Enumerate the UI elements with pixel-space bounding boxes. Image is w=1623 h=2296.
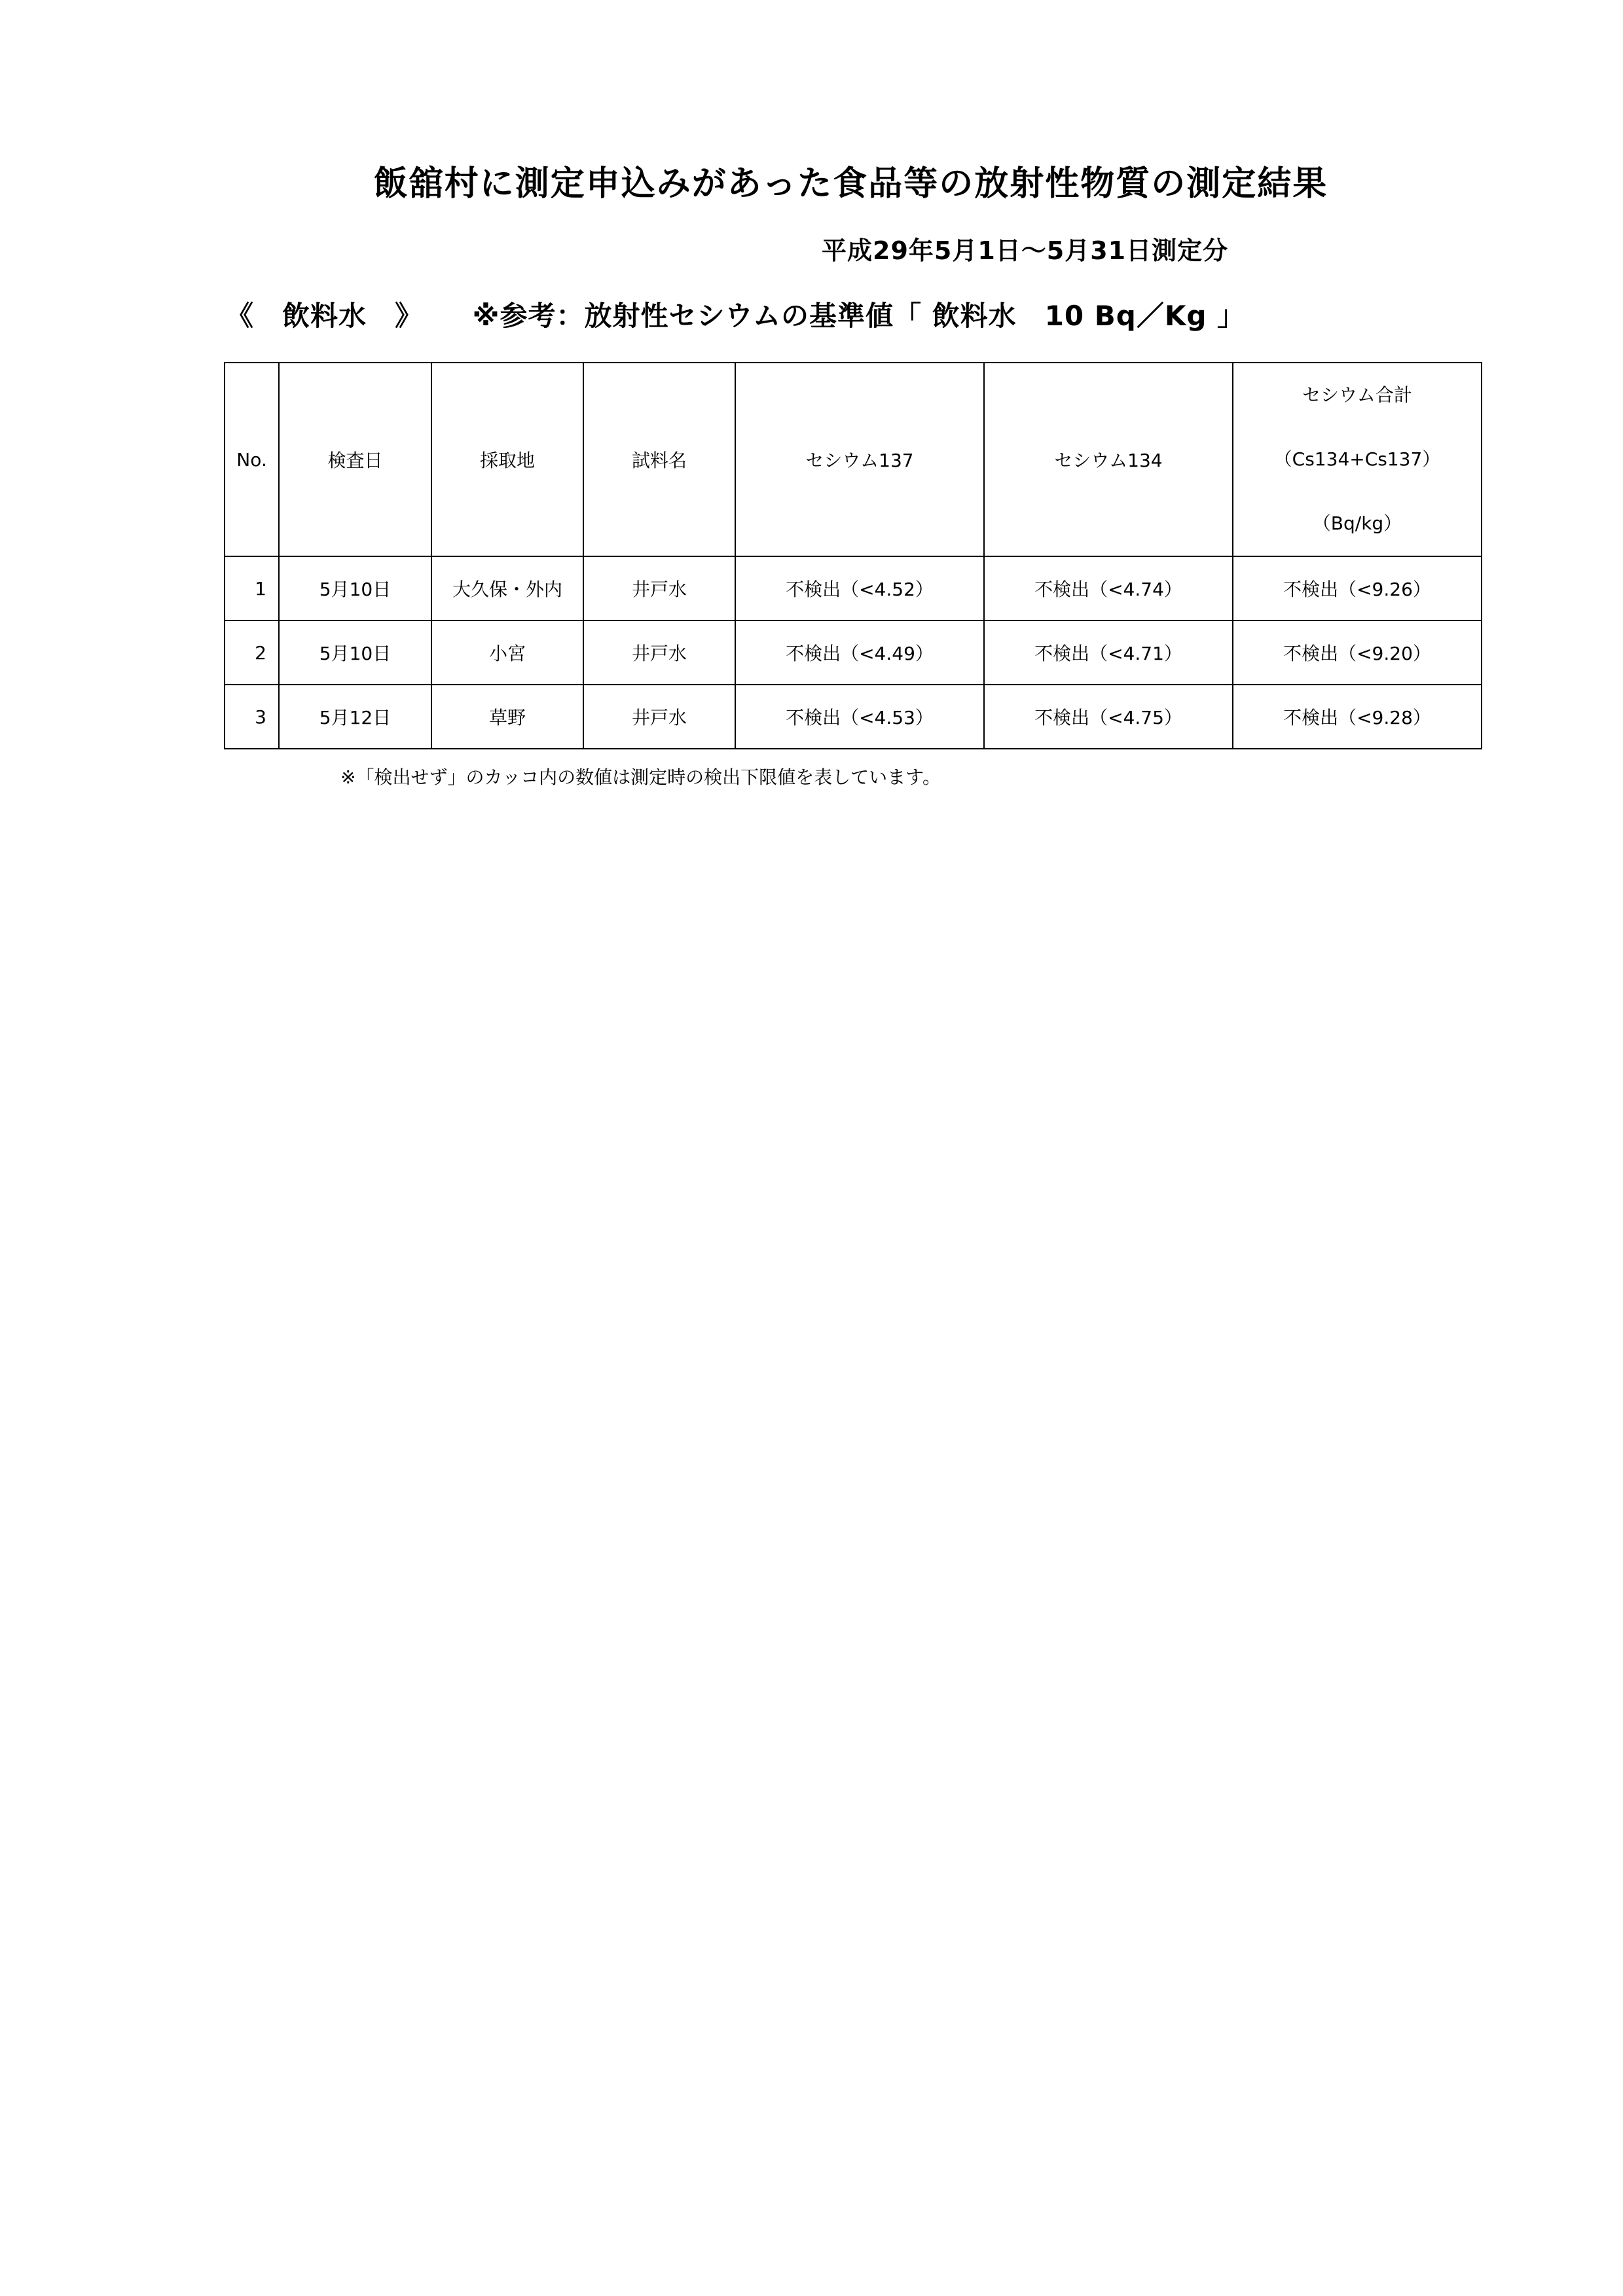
header-sample: 試料名 — [583, 363, 735, 556]
header-row — [225, 363, 1482, 556]
results-table — [224, 362, 1482, 749]
cell-sample: 井戸水 — [583, 685, 735, 749]
cell-cs134: 不検出（<4.74） — [984, 556, 1233, 620]
header-total-line1: セシウム合計 — [1302, 384, 1412, 406]
cell-no: 3 — [225, 685, 279, 749]
cell-cs134: 不検出（<4.75） — [984, 685, 1233, 749]
cell-total: 不検出（<9.26） — [1233, 556, 1482, 620]
cell-cs137: 不検出（<4.49） — [735, 620, 984, 685]
cell-cs134: 不検出（<4.71） — [984, 620, 1233, 685]
measurement-period: 平成29年5月1日～5月31日測定分 — [822, 236, 1229, 265]
category-line — [226, 295, 1245, 334]
header-cs137: セシウム137 — [735, 363, 984, 556]
cell-cs137: 不検出（<4.53） — [735, 685, 984, 749]
page-title: 飯舘村に測定申込みがあった食品等の放射性物質の測定結果 — [373, 164, 1328, 204]
cell-no: 2 — [225, 620, 279, 685]
header-date: 検査日 — [279, 363, 431, 556]
cell-cs137: 不検出（<4.52） — [735, 556, 984, 620]
header-no: No. — [225, 363, 279, 556]
cell-total: 不検出（<9.20） — [1233, 620, 1482, 685]
cell-date: 5月12日 — [279, 685, 431, 749]
table-row — [225, 685, 1482, 749]
header-cs134: セシウム134 — [984, 363, 1233, 556]
table-row — [225, 556, 1482, 620]
cell-sample: 井戸水 — [583, 556, 735, 620]
header-location: 採取地 — [431, 363, 583, 556]
table-row — [225, 620, 1482, 685]
cell-location: 草野 — [431, 685, 583, 749]
cell-no: 1 — [225, 556, 279, 620]
cell-date: 5月10日 — [279, 556, 431, 620]
header-total — [1233, 363, 1482, 556]
reference-standard: ※参考：放射性セシウムの基準値「 飲料水 10 Bq／Kg 」 — [472, 300, 1246, 332]
cell-location: 大久保・外内 — [431, 556, 583, 620]
header-total-line2: （Cs134+Cs137） — [1273, 448, 1441, 470]
cell-sample: 井戸水 — [583, 620, 735, 685]
cell-total: 不検出（<9.28） — [1233, 685, 1482, 749]
footnote: ※「検出せず」のカッコ内の数値は測定時の検出下限値を表しています。 — [340, 766, 941, 788]
cell-date: 5月10日 — [279, 620, 431, 685]
header-total-line3: （Bq/kg） — [1312, 512, 1402, 534]
cell-location: 小宮 — [431, 620, 583, 685]
category-name: 《 飲料水 》 — [226, 300, 424, 332]
